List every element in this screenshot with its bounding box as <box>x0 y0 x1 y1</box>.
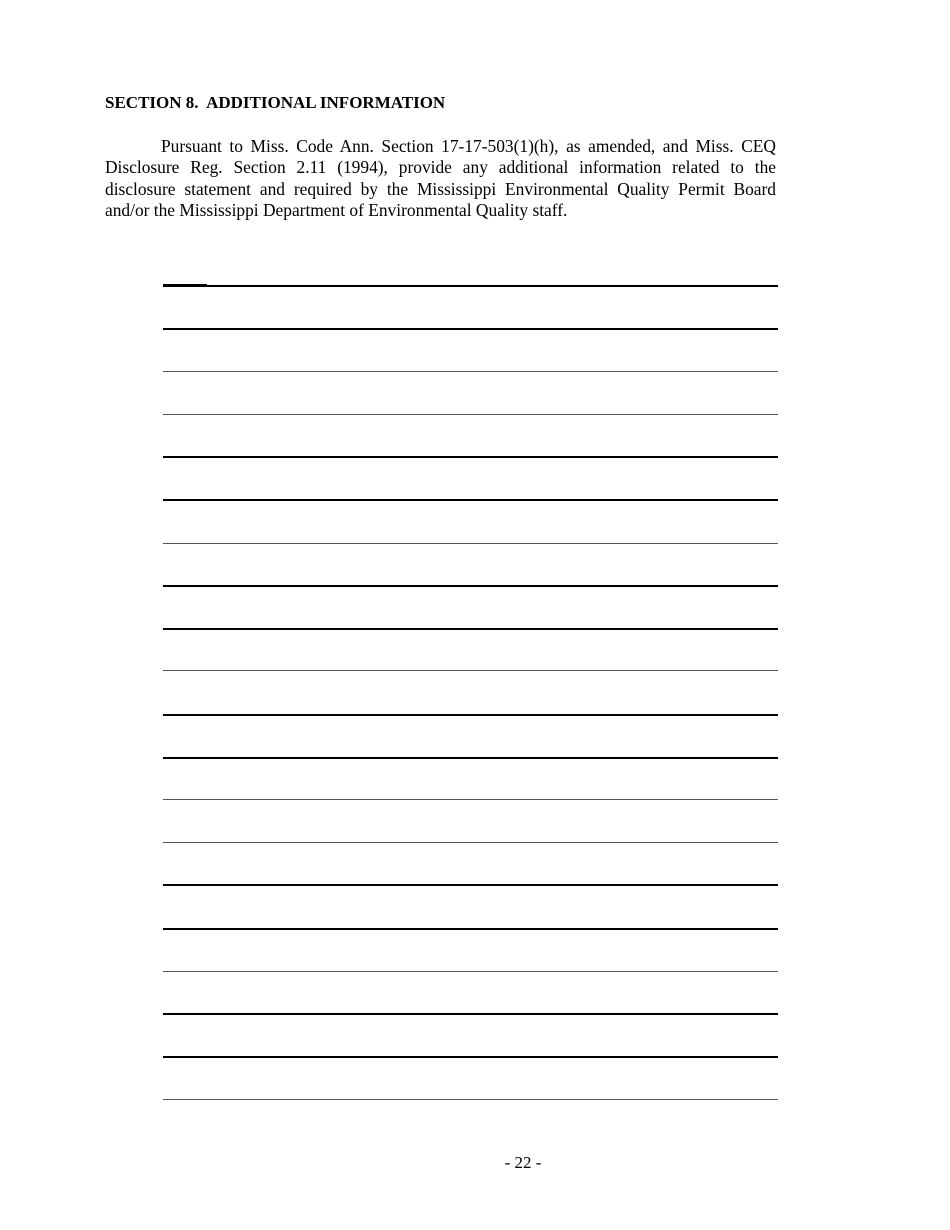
answer-line <box>163 1099 778 1100</box>
answer-line <box>163 928 778 930</box>
section-heading: SECTION 8. ADDITIONAL INFORMATION <box>105 93 446 112</box>
answer-line <box>163 285 778 287</box>
answer-lines <box>163 285 778 1105</box>
answer-line <box>163 884 778 886</box>
answer-line <box>163 757 778 759</box>
answer-line <box>163 543 778 544</box>
answer-line <box>163 714 778 716</box>
answer-line <box>163 842 778 843</box>
answer-line <box>163 371 778 372</box>
answer-line <box>163 799 778 800</box>
answer-line <box>163 1013 778 1015</box>
instruction-paragraph: Pursuant to Miss. Code Ann. Section 17-17-503(1)(h), as amended, and Miss. CEQ Disclosure Reg. Section 2.11 (1994), provide any additional information related to the disclosure statement and required by the Mississippi Environmental Quality Permit Board and/or the Mississippi Department of Environmental Quality staff. <box>105 136 776 221</box>
answer-line <box>163 628 778 630</box>
page-number: - 22 - <box>504 1153 542 1172</box>
answer-line <box>163 670 778 671</box>
answer-line <box>163 585 778 587</box>
answer-line <box>163 971 778 972</box>
answer-line <box>163 328 778 330</box>
answer-line <box>163 499 778 501</box>
answer-line <box>163 1056 778 1058</box>
answer-line <box>163 456 778 458</box>
answer-line <box>163 414 778 415</box>
